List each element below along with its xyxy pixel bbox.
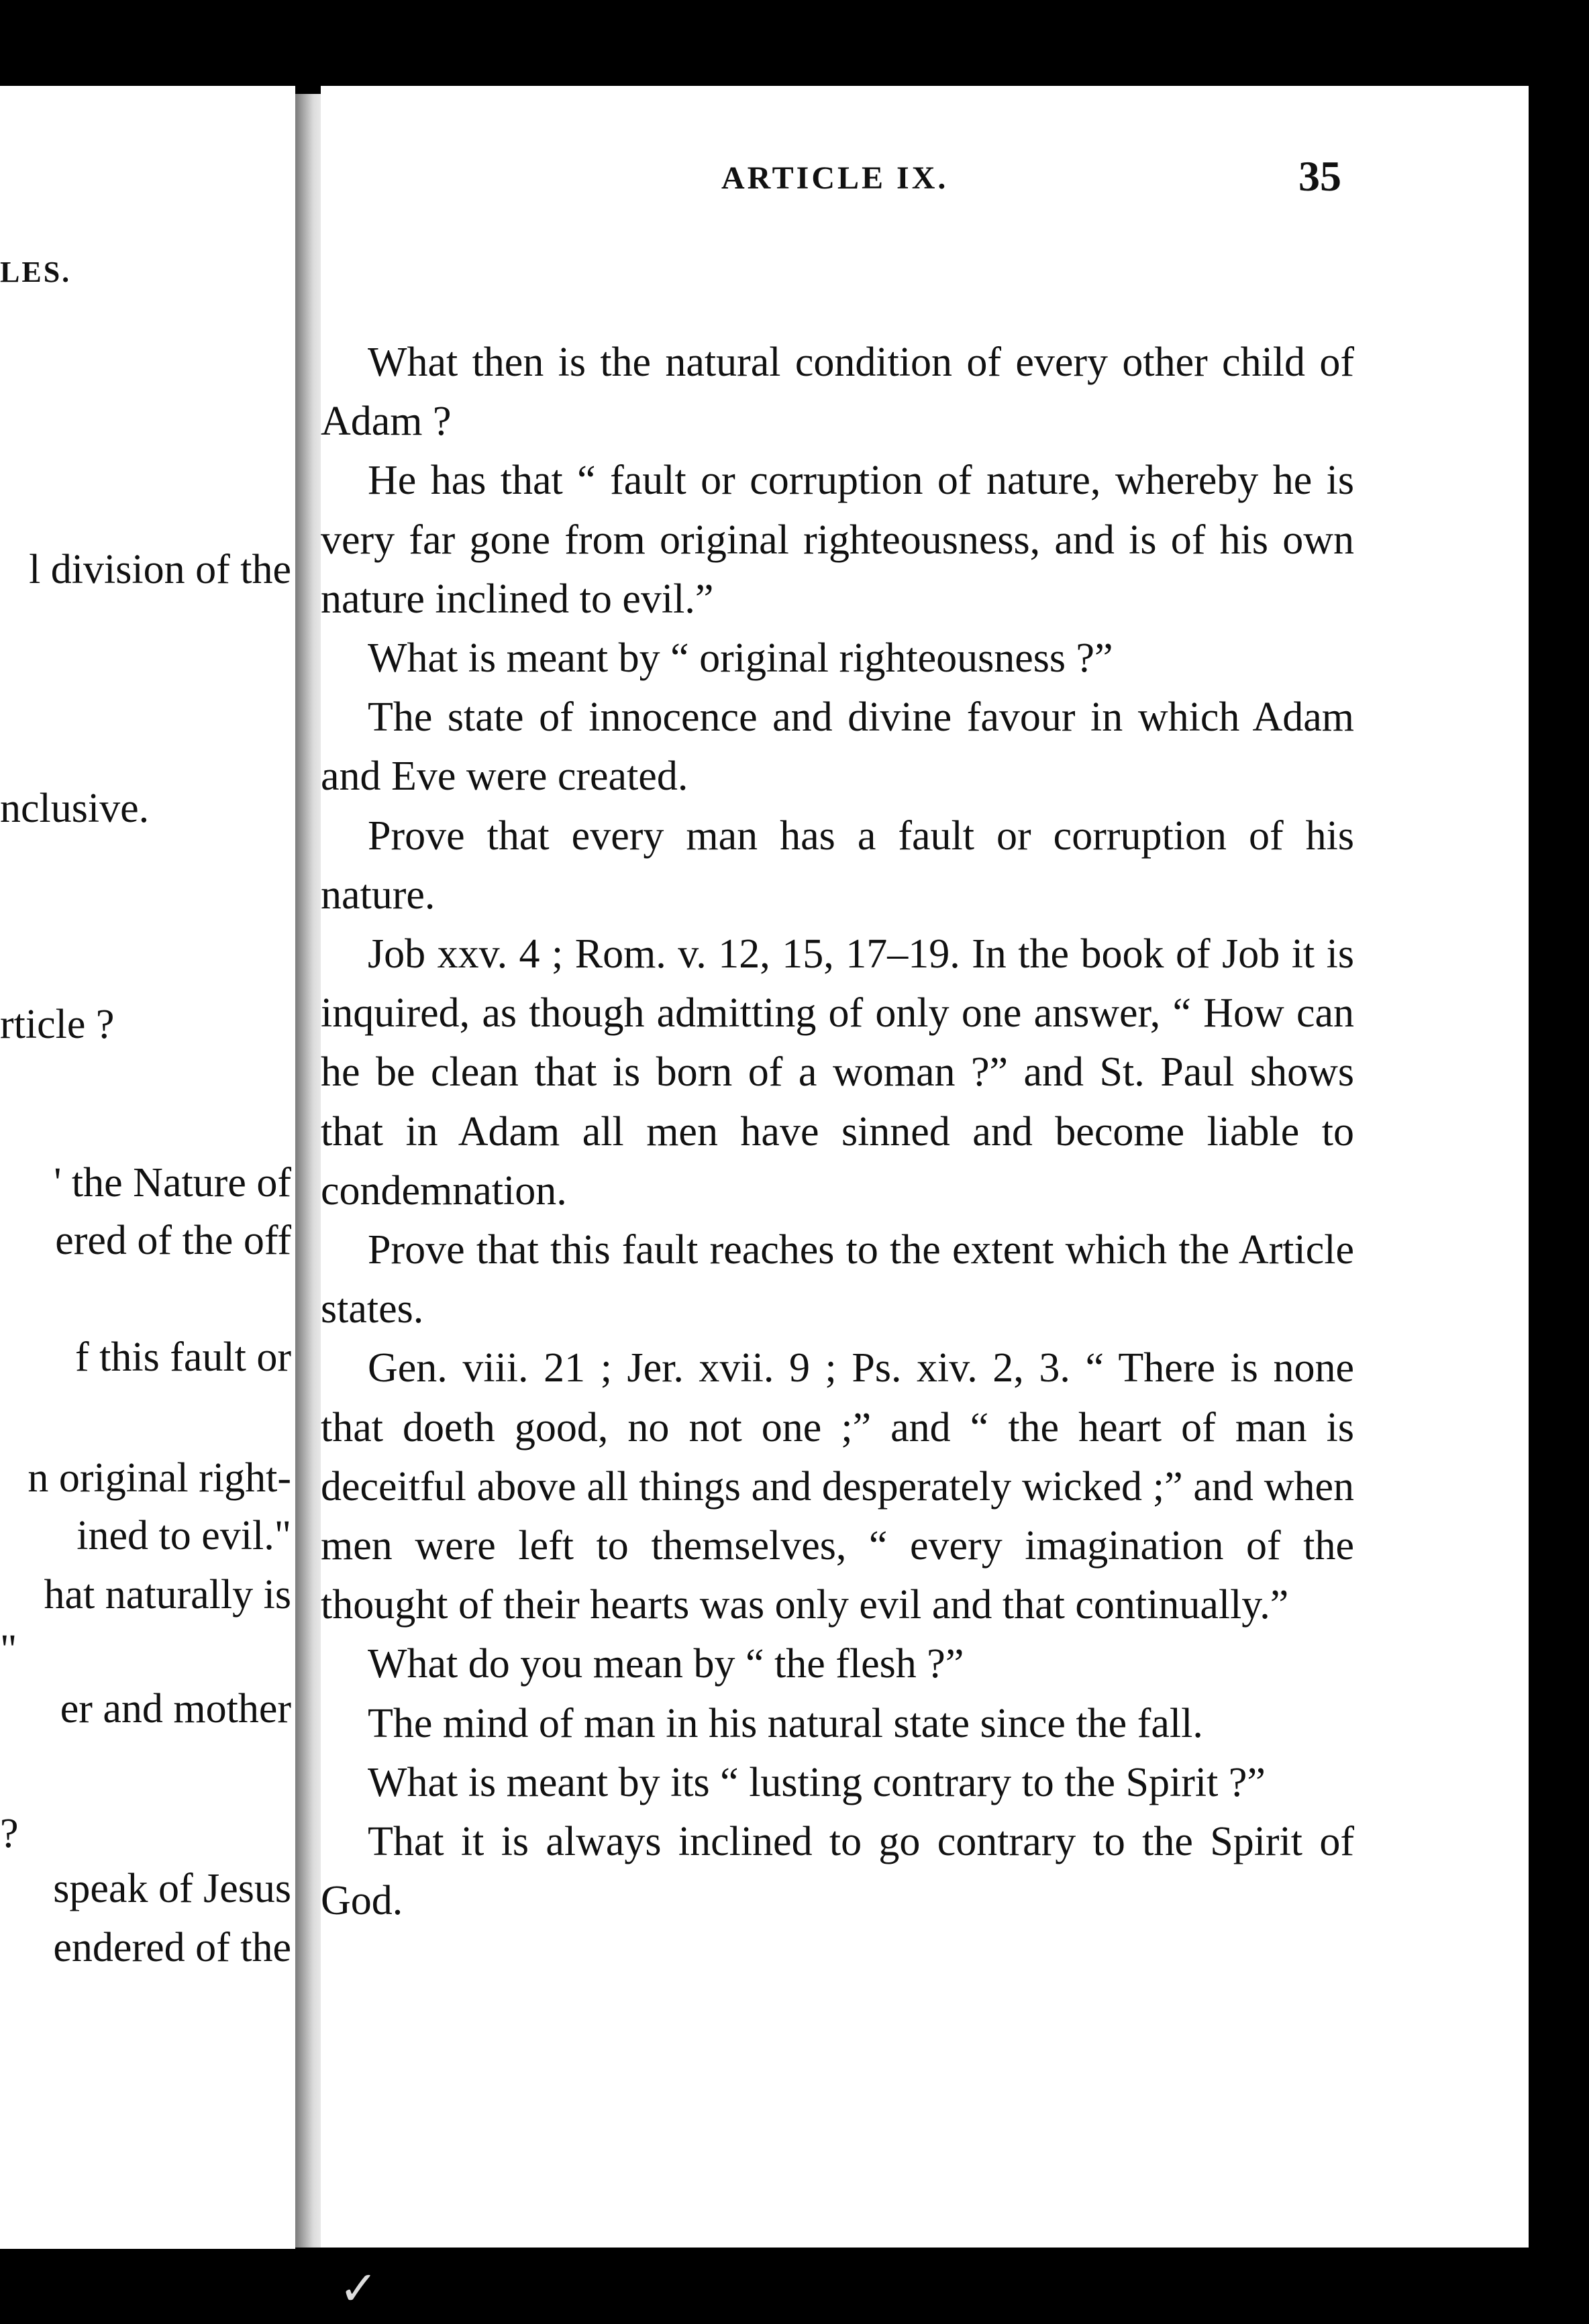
facing-page-line: ined to evil." [76,1513,291,1559]
scan-mark-icon: ✓ [339,2264,378,2315]
facing-page-line: ered of the off [55,1218,291,1263]
question: What is meant by its “ lusting contrary to the Spirit ?” [368,1759,1266,1805]
answer: Gen. viii. 21 ; Jer. xvii. 9 ; Ps. xiv. 2, 3. “ There is none that doeth good, no not one ;” and “ the heart of man is deceitful above all things and desperately wicked ;” and when men were left to themselves, “ every imagination of the thought of their hearts was only evil and that continually.” [321,1345,1354,1628]
facing-page-line: f this fault or [75,1334,291,1380]
facing-page-line: speak of Jesus [53,1866,291,1911]
answer: The state of innocence and divine favour in which Adam and Eve were created. [321,694,1354,800]
facing-page-line: " [0,1627,17,1673]
facing-page-line: endered of the [53,1925,291,1970]
answer: Job xxv. 4 ; Rom. v. 12, 15, 17–19. In the book of Job it is inquired, as though admitting of only one answer, “ How can he be clean that is born of a woman ?” and St. Paul shows that in Adam all men have sinned and become liable to condemnation. [321,931,1354,1214]
facing-page-running-head: LES. [0,256,72,288]
facing-page-line: n original right- [28,1455,291,1501]
answer: That it is always inclined to go contrary to the Spirit of God. [321,1819,1354,1924]
answer: The mind of man in his natural state since the fall. [368,1700,1203,1746]
question: What is meant by “ original righteousness ?” [368,635,1113,682]
page-number: 35 [1298,152,1341,200]
question: What then is the natural condition of every other child of Adam ? [321,339,1354,445]
facing-page-line: ? [0,1811,19,1856]
answer: He has that “ fault or corruption of nature, whereby he is very far gone from original righteousness, and is of his own nature inclined to evil.” [321,458,1354,622]
running-head: ARTICLE IX. [721,160,949,196]
question: Prove that this fault reaches to the extent which the Article states. [321,1227,1354,1332]
facing-page-line: er and mother [60,1686,291,1732]
facing-page-line: l division of the [29,547,291,592]
facing-page-line: nclusive. [0,786,150,831]
facing-page-line: ' the Nature of [54,1160,291,1206]
question: Prove that every man has a fault or corruption of his nature. [321,812,1354,918]
facing-page-line: hat naturally is [44,1572,291,1618]
page-body [321,333,1354,1930]
question: What do you mean by “ the flesh ?” [368,1641,964,1687]
facing-page-line: rticle ? [0,1002,115,1047]
facing-page-fragment [0,86,295,2249]
